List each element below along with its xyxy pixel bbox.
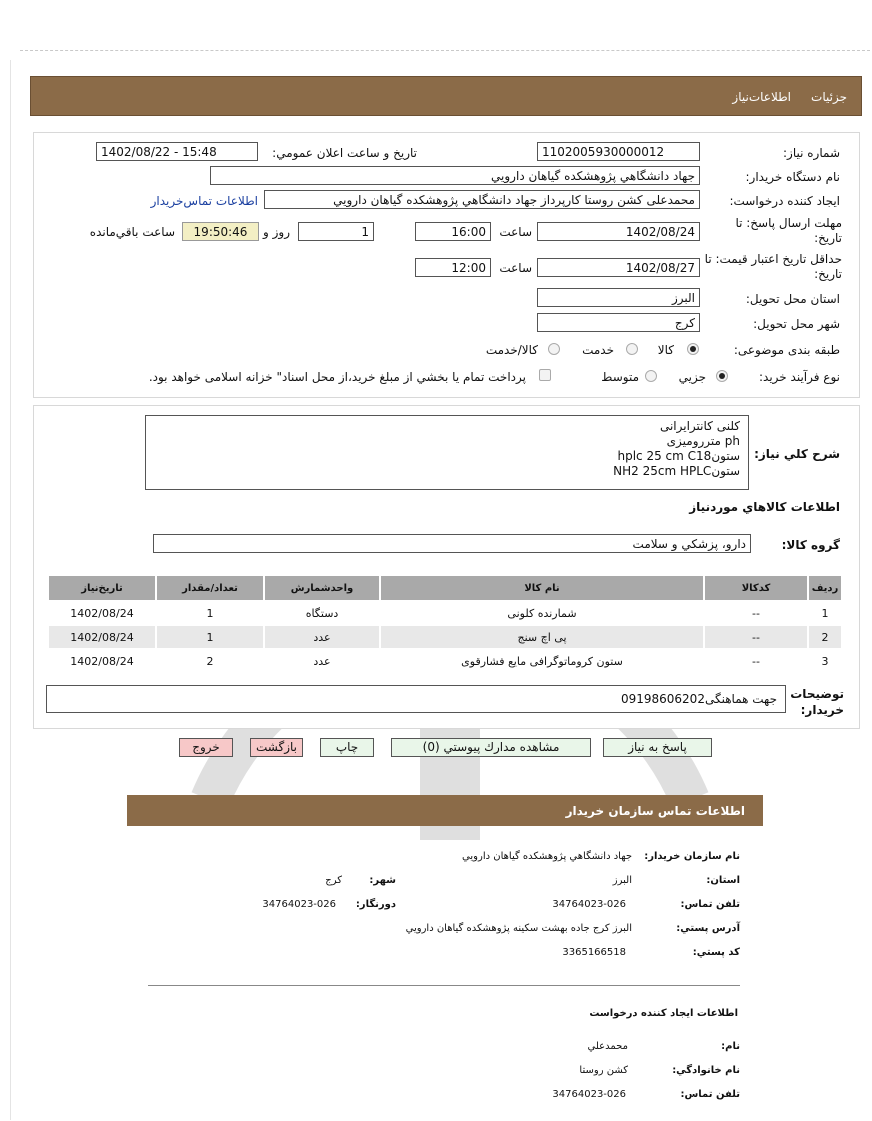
contact-fax-label: دورنگار: [355, 899, 396, 910]
category-radio-both[interactable] [548, 343, 560, 355]
cell-name: شمارنده کلونی [507, 606, 577, 620]
col-unit: واحدشمارش [265, 576, 379, 600]
contact-org-label: نام سازمان خريدار: [644, 851, 740, 862]
exit-button[interactable]: خروج [179, 738, 233, 757]
goods-table [47, 574, 843, 674]
back-button[interactable]: بازگشت [250, 738, 303, 757]
cell-code: -- [705, 626, 807, 648]
cell-date: 1402/08/24 [70, 606, 134, 620]
process-medium-label: متوسط [601, 370, 639, 384]
col-name: نام كالا [381, 576, 703, 600]
category-service-label: خدمت [582, 343, 614, 357]
contact-title: اطلاعات تماس سازمان خریدار [565, 804, 745, 818]
process-minor-label: جزيي [678, 370, 706, 384]
col-code: كدكالا [705, 576, 807, 600]
category-label: طبقه بندی موضوعی: [733, 343, 840, 357]
contact-city-label: شهر: [369, 875, 396, 886]
contact-postal: 3365166518 [562, 947, 626, 958]
days-field: 1 [298, 222, 374, 241]
days-label: روز و [263, 225, 290, 239]
remaining-timer: 19:50:46 [182, 222, 259, 241]
creator-label: ايجاد كننده درخواست: [729, 194, 840, 208]
city-field: كرج [537, 313, 700, 332]
cell-row: 3 [821, 654, 829, 668]
treasury-checkbox[interactable] [539, 369, 551, 381]
contact-address-label: آدرس پستي: [676, 923, 740, 934]
need-number-label: شماره نياز: [783, 146, 840, 160]
contact-province-label: استان: [706, 875, 740, 886]
contact-header-bar [127, 795, 763, 826]
cell-date: 1402/08/24 [49, 626, 155, 648]
category-radio-goods[interactable] [687, 343, 699, 355]
send-date-field: 1402/08/24 [537, 222, 700, 241]
need-number-field: 1102005930000012 [537, 142, 700, 161]
table-row [49, 626, 841, 648]
contact-separator [148, 985, 740, 986]
creator-info-title: اطلاعات ايجاد كننده درخواست [589, 1008, 738, 1019]
print-button[interactable]: چاپ [320, 738, 374, 757]
cell-row: 2 [809, 626, 841, 648]
top-divider [20, 50, 870, 51]
table-row [49, 650, 841, 672]
contact-province: البرز [612, 875, 632, 886]
cell-unit: عدد [265, 626, 379, 648]
category-both-label: كالا/خدمت [485, 343, 538, 357]
category-goods-label: كالا [657, 343, 674, 357]
creator-family: كشن روستا [579, 1065, 628, 1076]
table-row [49, 602, 841, 624]
contact-phone-label: تلفن تماس: [680, 899, 740, 910]
process-radio-medium[interactable] [645, 370, 657, 382]
buyer-notes-label: توضيحات خريدار: [790, 687, 844, 717]
reply-button[interactable]: پاسخ به نياز [603, 738, 712, 757]
description-box [145, 415, 749, 490]
cell-row: 1 [821, 606, 829, 620]
creator-field: محمدعلی کشن روستا کارپرداز جهاد دانشگاهي پژوهشكده گياهان دارويي [264, 190, 700, 209]
send-deadline-label: مهلت ارسال پاسخ: تا تاريخ: [735, 216, 842, 245]
goods-group-field: دارو، پزشكي و سلامت [153, 534, 751, 553]
cell-qty: 1 [206, 606, 214, 620]
price-time-label: ساعت [499, 261, 532, 275]
cell-code: -- [752, 654, 760, 668]
cell-name: ستون کروماتوگرافی مایع فشارقوی [461, 654, 623, 668]
send-time-field: 16:00 [415, 222, 491, 241]
buyer-notes-box: جهت هماهنگی09198606202 [46, 685, 786, 713]
cell-date: 1402/08/24 [70, 654, 134, 668]
price-time-field: 12:00 [415, 258, 491, 277]
col-row: رديف [809, 576, 841, 600]
creator-phone: 34764023-026 [552, 1089, 626, 1100]
creator-phone-label: تلفن تماس: [680, 1089, 740, 1100]
contact-org: جهاد دانشگاهي پژوهشكده گياهان دارويي [462, 851, 632, 862]
tab-need-info[interactable]: اطلاعات‌نیاز [732, 90, 791, 104]
price-deadline-label: حداقل تاريخ اعتبار قيمت: تا تاريخ: [704, 252, 842, 281]
city-label: شهر محل تحويل: [753, 317, 840, 331]
description-line-1: کلنی کانترایرانی [659, 419, 740, 433]
left-divider [10, 60, 11, 1120]
description-line-4: ستونNH2 25cm HPLC [613, 464, 740, 478]
tab-details[interactable]: جزئيات [811, 90, 847, 104]
cell-qty: 2 [206, 654, 214, 668]
description-label: شرح كلي نياز: [754, 447, 840, 461]
province-field: البرز [537, 288, 700, 307]
cell-qty: 1 [157, 626, 263, 648]
description-line-3: ستونhplc 25 cm C18 [617, 449, 740, 463]
creator-name-label: نام: [721, 1041, 740, 1052]
remaining-label: ساعت باقي‌مانده [89, 225, 175, 239]
cell-unit: عدد [313, 654, 331, 668]
contact-phone: 34764023-026 [552, 899, 626, 910]
announce-date-field: 1402/08/22 - 15:48 [96, 142, 258, 161]
cell-code: -- [752, 606, 760, 620]
creator-family-label: نام خانوادگي: [672, 1065, 740, 1076]
send-time-label: ساعت [499, 225, 532, 239]
contact-address: البرز كرج جاده بهشت سكينه پژوهشكده گياهان دارويي [405, 923, 632, 934]
cell-unit: دستگاه [305, 606, 339, 620]
description-line-2: ph متررومیزی [666, 434, 740, 448]
process-radio-minor[interactable] [716, 370, 728, 382]
page-header-bar [30, 76, 862, 116]
cell-name: پی اچ سنج [381, 626, 703, 648]
province-label: استان محل تحويل: [745, 292, 840, 306]
contact-fax: 34764023-026 [262, 899, 336, 910]
buyer-org-label: نام دستگاه خريدار: [745, 170, 840, 184]
announce-label: تاريخ و ساعت اعلان عمومي: [272, 146, 417, 160]
payment-note: پرداخت تمام يا بخشي از مبلغ خريد،از محل اسناد" خزانه اسلامی خواهد بود. [148, 370, 526, 384]
process-label: نوع فرآيند خريد: [759, 370, 840, 384]
creator-name: محمدعلي [587, 1041, 628, 1052]
contact-city: كرج [325, 875, 342, 886]
buyer-org-field: جهاد دانشگاهي پژوهشكده گياهان دارويي [210, 166, 700, 185]
goods-section-title: اطلاعات كالاهاي موردنياز [689, 500, 840, 514]
contact-postal-label: كد پستي: [692, 947, 740, 958]
attachments-button[interactable]: مشاهده مدارك پيوستي (0) [391, 738, 591, 757]
col-date: تاريخ‌نياز [49, 576, 155, 600]
category-radio-service[interactable] [626, 343, 638, 355]
col-qty: تعداد/مقدار [157, 576, 263, 600]
buyer-contact-link[interactable]: اطلاعات تماس‌خریدار [150, 194, 258, 208]
price-date-field: 1402/08/27 [537, 258, 700, 277]
goods-group-label: گروه كالا: [781, 538, 840, 552]
